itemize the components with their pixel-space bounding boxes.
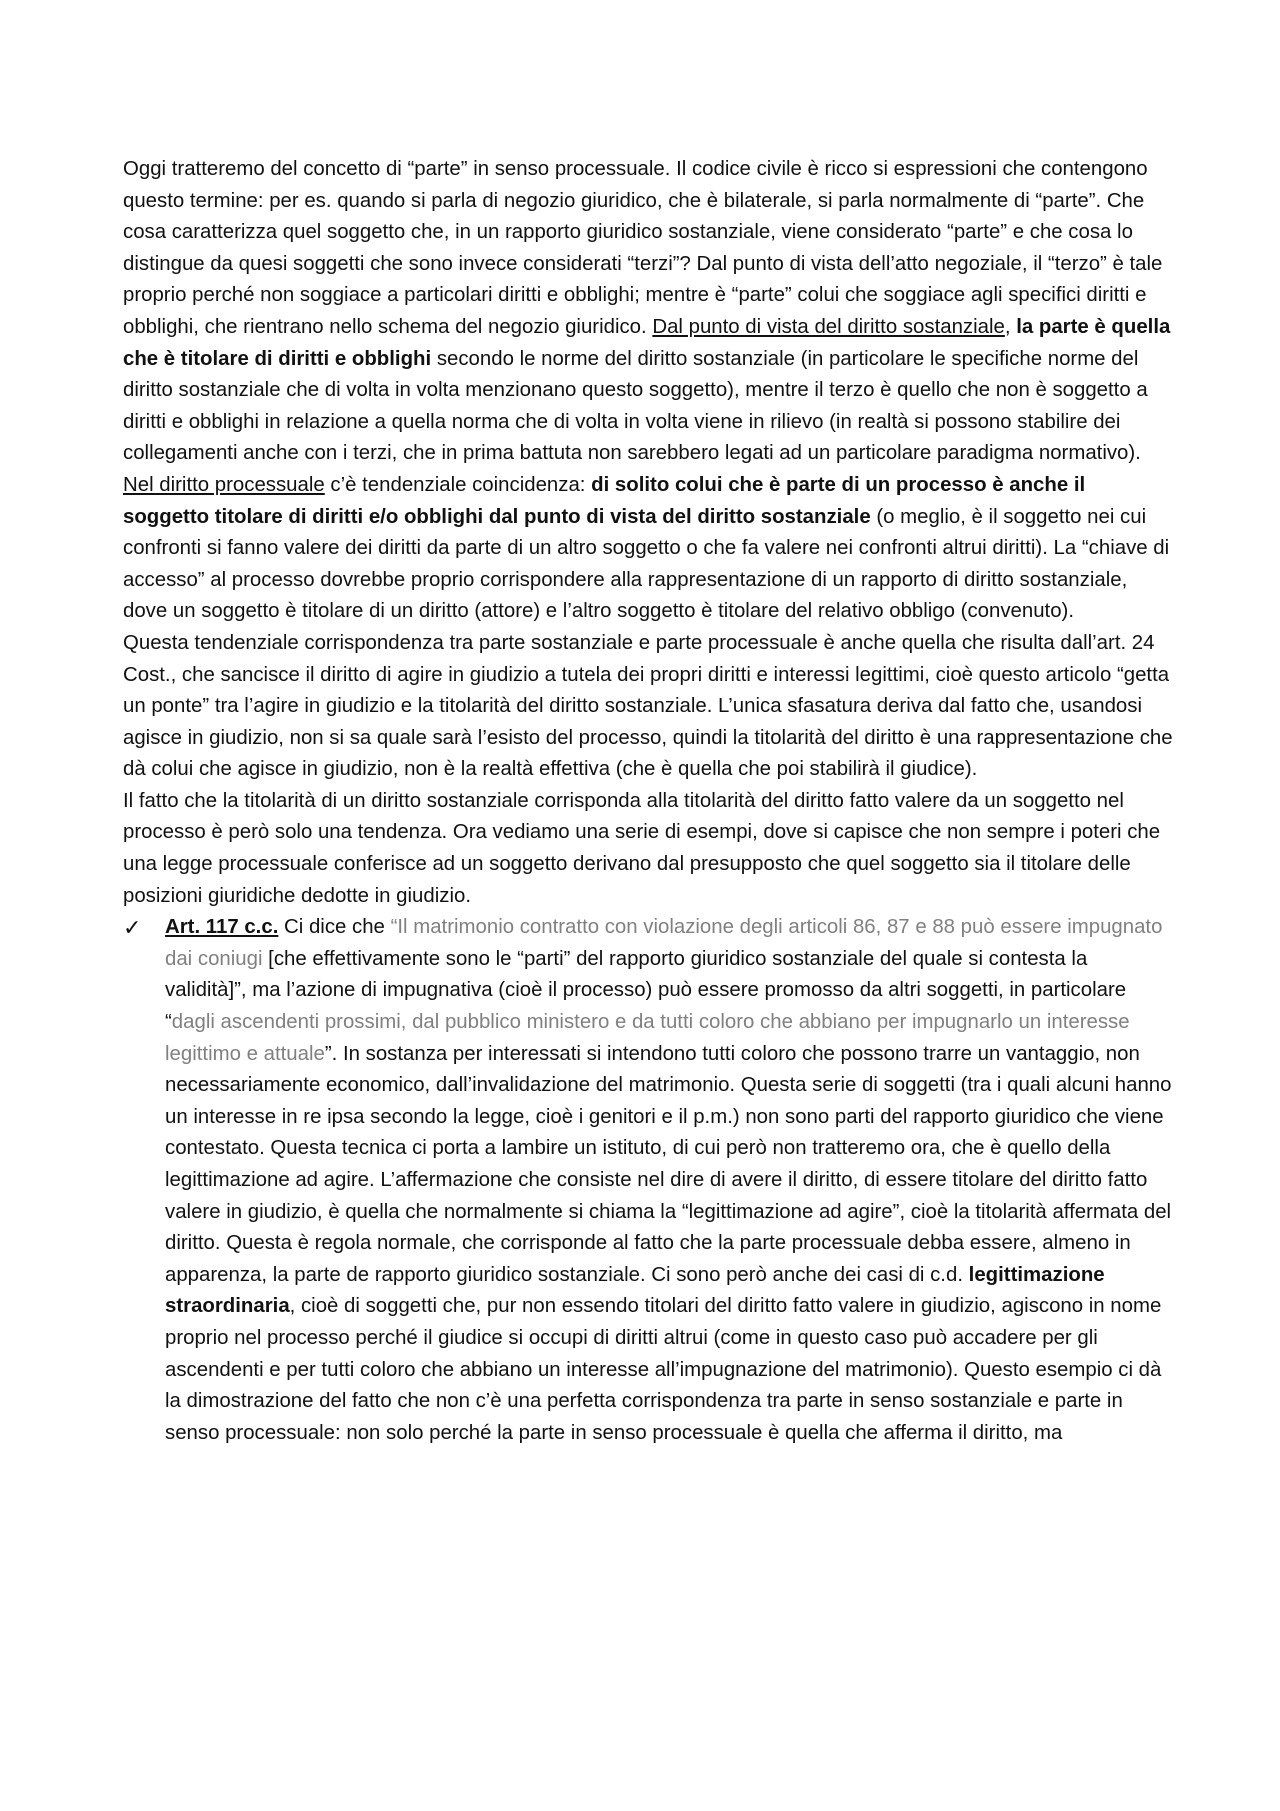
bullet-text-4: , cioè di soggetti che, pur non essendo titolari del diritto fatto valere in giudizio, agiscono in nome proprio nel processo perché il giudice si occupi di diritti altrui (come in questo caso può accadere per gli ascendenti e per tutti coloro che abbiano un interesse all’impugnazione del matrimonio). Questo esempio ci dà la dimostrazione del fatto che non c’è una perfetta corrispondenza tra parte in senso sostanziale e parte in senso processuale: non solo perché la parte in senso processuale è quella che afferma il diritto, ma (165, 1295, 1162, 1444)
p1-bold-coincidenza: di solito colui che è parte di un processo è anche il soggetto titolare di diritti e/o obblighi dal punto di vista del diritto sostanziale (123, 473, 1086, 528)
bullet-quote-1: “Il matrimonio contratto con violazione degli articoli 86, 87 e 88 può essere impugnato dai coniugi (165, 916, 1163, 970)
paragraph-3: Il fatto che la titolarità di un diritto sostanziale corrisponda alla titolarità del diritto fatto valere da un soggetto nel processo è però solo una tendenza. Ora vediamo una serie di esempi, dove si capisce che non sempre i poteri che una legge processuale conferisce ad un soggetto derivano dal presupposto che quel soggetto sia il titolare delle posizioni giuridiche dedotte in giudizio. (123, 789, 1161, 907)
p1-text-5: (o meglio, è il soggetto nei cui confronti si fanno valere dei diritti da parte di un altro soggetto o che fa valere nei confronti altrui diritti). La “chiave di accesso” al processo dovrebbe proprio corrispondere alla rappresentazione di un rapporto di diritto sostanziale, dove un soggetto è titolare di un diritto (attore) e l’altro soggetto è titolare del relativo obbligo (convenuto). (123, 505, 1170, 623)
bullet-art-117 (123, 912, 1173, 1449)
p1-text-2: , (1004, 315, 1017, 338)
p1-bold-parte-titolare: la parte è quella che è titolare di diritti e obblighi (123, 315, 1171, 370)
paragraph-2: Questa tendenziale corrispondenza tra parte sostanziale e parte processuale è anche quella che risulta dall’art. 24 Cost., che sancisce il diritto di agire in giudizio a tutela dei propri diritti e interessi legittimi, cioè questo articolo “getta un ponte” tra l’agire in giudizio e la titolarità del diritto sostanziale. L’unica sfasatura deriva dal fatto che, usandosi agisce in giudizio, non si sa quale sarà l’esisto del processo, quindi la titolarità del diritto è una rappresentazione che dà colui che agisce in giudizio, non è la realtà effettiva (che è quella che poi stabilirà il giudice). (123, 631, 1173, 781)
bullet-text-3: ”. In sostanza per interessati si intendono tutti coloro che possono trarre un vantaggio, non necessariamente economico, dall’invalidazione del matrimonio. Questa serie di soggetti (tra i quali alcuni hanno un interesse in re ipsa secondo la legge, cioè i genitori e il p.m.) non sono parti del rapporto giuridico che viene contestato. Questa tecnica ci porta a lambire un istituto, di cui però non tratteremo ora, che è quello della legittimazione ad agire. L’affermazione che consiste nel dire di avere il diritto, di essere titolare del diritto fatto valere in giudizio, è quella che normalmente si chiama la “legittimazione ad agire”, cioè la titolarità affermata del diritto. Questa è regola normale, che corrisponde al fatto che la parte processuale debba essere, almeno in apparenza, la parte de rapporto giuridico sostanziale. Ci sono però anche dei casi di c.d. (165, 1042, 1172, 1286)
p1-text-1: Oggi tratteremo del concetto di “parte” in senso processuale. Il codice civile è ricco si espressioni che contengono questo termine: per es. quando si parla di negozio giuridico, che è bilaterale, si parla normalmente di “parte”. Che cosa caratterizza quel soggetto che, in un rapporto giuridico sostanziale, viene considerato “parte” e che cosa lo distingue da quesi soggetti che sono invece considerati “terzi”? Dal punto di vista dell’atto negoziale, il “terzo” è tale proprio perché non soggiace a particolari diritti e obblighi; mentre è “parte” colui che soggiace agli specifici diritti e obblighi, che rientrano nello schema del negozio giuridico. (123, 158, 1163, 338)
checkmark-icon: ✓ (123, 915, 142, 941)
bullet-text-2: [che effettivamente sono le “parti” del rapporto giuridico sostanziale del quale si contesta la validità]”, ma l’azione di impugnativa (cioè il processo) può essere promosso da altri soggetti, in particolare “ (165, 947, 1127, 1034)
paragraph-1 (123, 154, 1173, 628)
p1-underline-processuale: Nel diritto processuale (123, 473, 325, 496)
bullet-text-1: Ci dice che (278, 916, 391, 939)
p1-underline-sostanziale: Dal punto di vista del diritto sostanziale (652, 315, 1005, 338)
bullet-quote-2: dagli ascendenti prossimi, dal pubblico ministero e da tutti coloro che abbiano per impugnarlo un interesse legittimo e attuale (165, 1011, 1130, 1065)
p1-text-4: c’è tendenziale coincidenza: (324, 473, 592, 496)
bullet-heading: Art. 117 c.c. (165, 916, 279, 939)
bullet-bold-legittimazione: legittimazione straordinaria (165, 1263, 1105, 1318)
p1-text-3: secondo le norme del diritto sostanziale (in particolare le specifiche norme del diritto sostanziale che di volta in volta menzionano questo soggetto), mentre il terzo è quello che non è soggetto a diritti e obblighi in relazione a quella norma che di volta in volta viene in rilievo (in realtà si possono stabilire dei collegamenti anche con i terzi, che in prima battuta non sarebbero legati ad un particolare paradigma normativo). (123, 347, 1148, 465)
document-page (123, 154, 1173, 1449)
